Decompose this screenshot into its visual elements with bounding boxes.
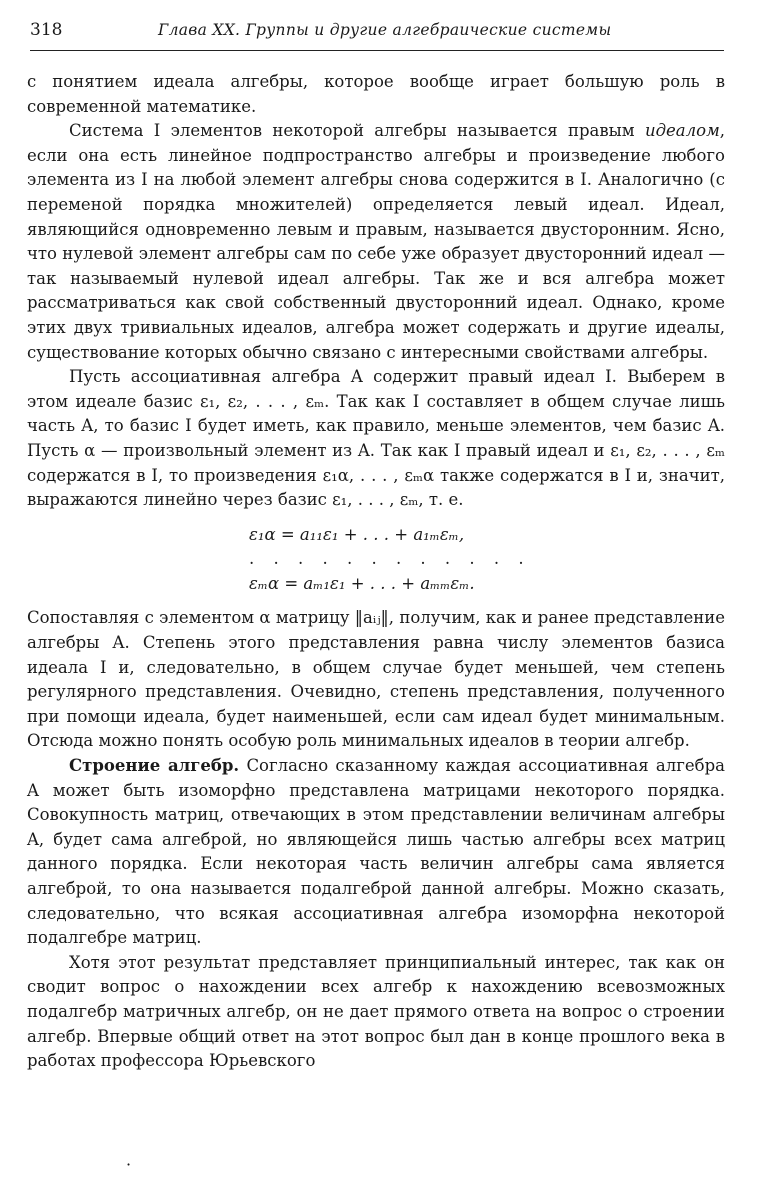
page-number: 318 [30, 20, 63, 40]
formula-line-m: εₘα = aₘ₁ε₁ + . . . + aₘₘεₘ. [249, 573, 475, 593]
spacer [27, 596, 725, 606]
paragraph-text: Система I элементов некоторой алгебры называется правым [69, 121, 645, 141]
page-body [27, 70, 725, 1074]
paragraph-structure [27, 754, 725, 951]
paragraph-ideal-definition [27, 119, 725, 365]
paragraph-text: , если она есть линейное подпространство алгебры и произведение любого элемента из I на любой элемент алгебры снова содержится в I. Аналогично (с переменой порядка множителей) определяется левый идеал. Идеал, являющийся одновременно левым и правым, называется двусторонним. Ясно, что нулевой элемент алгебры сам по себе уже образует двусторонний идеал — так называемый нулевой идеал алгебры. Так же и вся алгебра может рассматриваться как свой собственный двусторонний идеал. Однако, кроме этих двух тривиальных идеалов, алгебра может содержать и другие идеалы, существование которых обычно связано с интересными свойствами алгебры. [27, 121, 725, 362]
term-ideal: идеалом [644, 121, 720, 141]
print-speck: · [126, 1155, 132, 1174]
paragraph-history: Хотя этот результат представляет принципиальный интерес, так как он сводит вопрос о нахождении всех алгебр к нахождению всевозможных подалгебр матричных алгебр, он не дает прямого ответа на вопрос о строении алгебр. Впервые общий ответ на этот вопрос был дан в конце прошлого века в работах профессора Юрьевского [27, 952, 725, 1071]
section-heading: Строение алгебр. [69, 756, 240, 776]
spacer [27, 513, 725, 523]
formula-line-1: ε₁α = a₁₁ε₁ + . . . + a₁ₘεₘ, [249, 524, 465, 544]
page-header [30, 12, 730, 52]
formula-dots: . . . . . . . . . . . . [249, 549, 531, 569]
header-rule [30, 50, 724, 51]
paragraph-text: Согласно сказанному каждая ассоциативная алгебра A может быть изоморфно представлена матрицами некоторого порядка. Совокупность матриц, отвечающих в этом представлении величинам алгебры A, будет сама алгеброй, но являющейся лишь частью алгебры всех матриц данного порядка. Если некоторая часть величин алгебры сама является алгеброй, то она называется подалгеброй данной алгебры. Можно сказать, следовательно, что всякая ассоциативная алгебра изоморфна некоторой подалгебре матриц. [27, 756, 725, 948]
paragraph-continuation: с понятием идеала алгебры, которое вообще играет большую роль в современной математике. [27, 72, 725, 116]
running-title: Глава XX. Группы и другие алгебраические системы [158, 21, 612, 39]
paragraph-basis: Пусть ассоциативная алгебра A содержит правый идеал I. Выберем в этом идеале базис ε₁, ε₂, . . . , εₘ. Так как I составляет в общем случае лишь часть A, то базис I будет иметь, как правило, меньше элементов, чем базис A. Пусть α — произвольный элемент из A. Так как I правый идеал и ε₁, ε₂, . . . , εₘ содержатся в I, то произведения ε₁α, . . . , εₘα также содержатся в I и, значит, выражаются линейно через базис ε₁, . . . , εₘ, т. е. [27, 367, 725, 510]
paragraph-representation: Сопоставляя с элементом α матрицу ‖aᵢⱼ‖, получим, как и ранее представление алгебры A. Степень этого представления равна числу элементов базиса идеала I и, следовательно, в общем случае будет меньшей, чем степень регулярного представления. Очевидно, степень представления, полученного при помощи идеала, будет наименьшей, если сам идеал будет минимальным. Отсюда можно понять особую роль минимальных идеалов в теории алгебр. [27, 608, 725, 751]
